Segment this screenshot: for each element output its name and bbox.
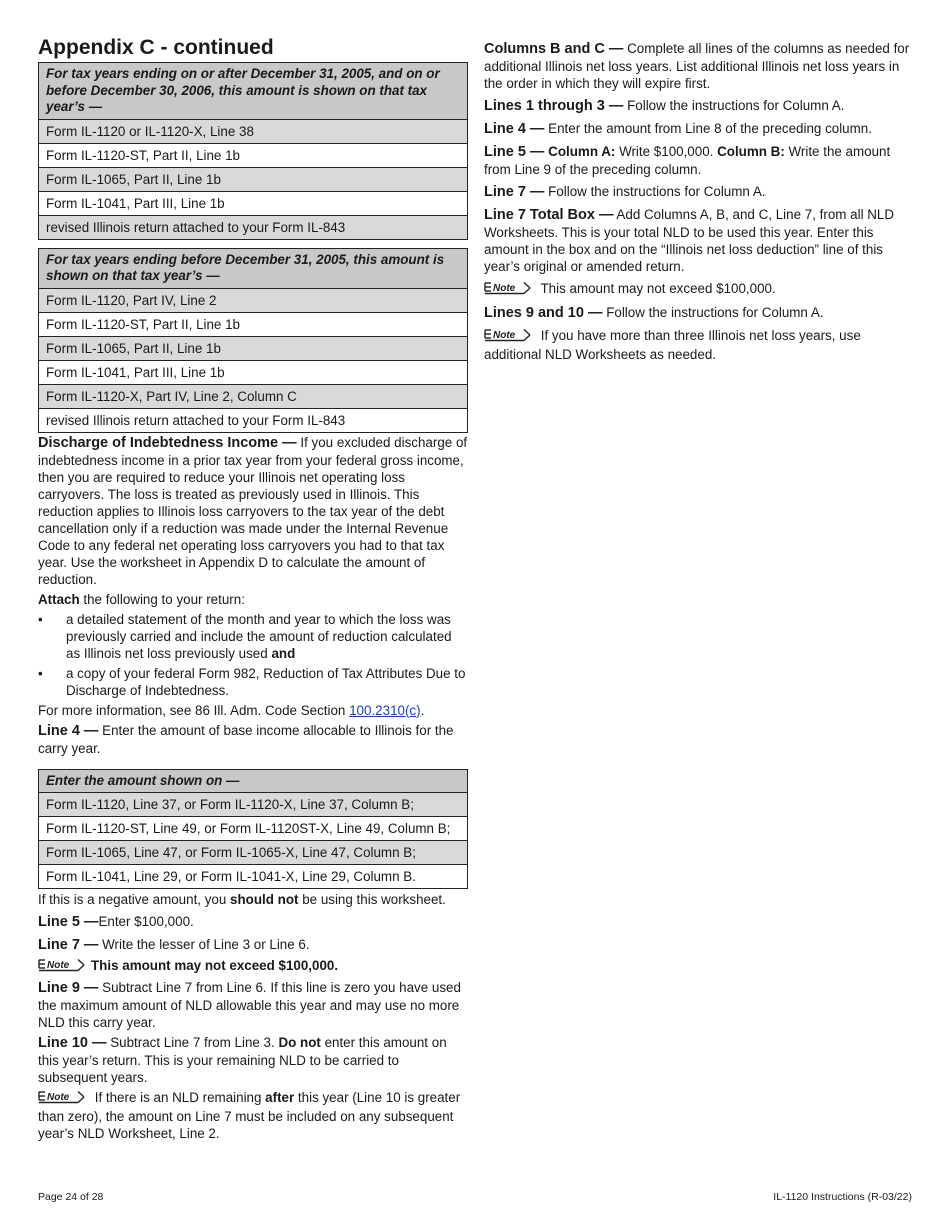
note-icon xyxy=(484,281,534,299)
line10-paragraph: Line 10 — Subtract Line 7 from Line 3. Do not enter this amount on this year’s return. This is your remaining NLD to be carried to subsequent years. xyxy=(38,1035,447,1085)
note-icon xyxy=(38,958,88,976)
svg-text:Note: Note xyxy=(493,330,516,341)
page-number: Page 24 of 28 xyxy=(38,1191,104,1203)
page-title: Appendix C - continued xyxy=(38,36,274,59)
bullet: • xyxy=(38,611,43,627)
lines1-3-paragraph: Lines 1 through 3 — Follow the instructions for Column A. xyxy=(484,98,845,114)
table-row: Form IL-1065, Part II, Line 1b xyxy=(39,167,467,191)
right-column xyxy=(484,40,914,366)
svg-text:Note: Note xyxy=(493,283,516,294)
right-note-max-paragraph: Note This amount may not exceed $100,000. xyxy=(484,280,914,299)
table-enter-amount xyxy=(38,769,468,890)
table-header: For tax years ending on or after December 31, 2005, and on or before December 30, 2006, this amount is shown on that tax year’s — xyxy=(39,63,467,119)
more-info-paragraph: For more information, see 86 Ill. Adm. Code Section 100.2310(c). xyxy=(38,702,425,718)
list-item: • a detailed statement of the month and year to which the loss was previously carried and include the amount of reduction calculated as Illinois net loss previously used and xyxy=(38,611,452,661)
note-icon xyxy=(38,1090,88,1108)
svg-text:Note: Note xyxy=(47,960,70,971)
bullet: • xyxy=(38,665,43,681)
table-row: Form IL-1120-ST, Part II, Line 1b xyxy=(39,143,467,167)
right-line4-paragraph: Line 4 — Enter the amount from Line 8 of the preceding column. xyxy=(484,121,872,137)
right-line7-paragraph: Line 7 — Follow the instructions for Column A. xyxy=(484,184,766,200)
right-line5-paragraph: Line 5 — Column A: Write $100,000. Column B: Write the amount from Line 9 of the preceding column. xyxy=(484,144,891,177)
table-tax-years-2005-2006 xyxy=(38,62,468,240)
line7-total-paragraph: Line 7 Total Box — Add Columns A, B, and C, Line 7, from all NLD Worksheets. This is your total NLD to be used this year. Enter this amount in the box and on the “Illinois net loss deduction” line of this year’s original or amended return. xyxy=(484,207,895,274)
table-row: Form IL-1120-ST, Part II, Line 1b xyxy=(39,312,467,336)
table-row: revised Illinois return attached to your Form IL-843 xyxy=(39,215,467,239)
table-row: revised Illinois return attached to your Form IL-843 xyxy=(39,408,467,432)
table-row: Form IL-1041, Part III, Line 1b xyxy=(39,360,467,384)
attach-list xyxy=(38,611,468,699)
right-note-more-years-paragraph: Note If you have more than three Illinois net loss years, use additional NLD Worksheets as needed. xyxy=(484,328,861,362)
list-item: • a copy of your federal Form 982, Reduction of Tax Attributes Due to Discharge of Indebtedness. xyxy=(38,665,466,698)
form-revision: IL-1120 Instructions (R-03/22) xyxy=(773,1191,912,1203)
left-column xyxy=(38,36,468,1145)
line9-paragraph: Line 9 — Subtract Line 7 from Line 6. If this line is zero you have used the maximum amount of NLD allowable this year and may use no more NLD this carry year. xyxy=(38,980,461,1030)
lines9-10-paragraph: Lines 9 and 10 — Follow the instructions for Column A. xyxy=(484,305,824,321)
negative-amount-paragraph: If this is a negative amount, you should not be using this worksheet. xyxy=(38,892,446,907)
note-remaining-paragraph: Note If there is an NLD remaining after this year (Line 10 is greater than zero), the amount on Line 7 must be included on any subsequent year’s NLD Worksheet, Line 2. xyxy=(38,1090,461,1141)
table-row: Form IL-1120-ST, Line 49, or Form IL-1120ST-X, Line 49, Column B; xyxy=(39,816,467,840)
table-row: Form IL-1065, Line 47, or Form IL-1065-X, Line 47, Column B; xyxy=(39,840,467,864)
table-tax-years-before-2005 xyxy=(38,248,468,433)
discharge-heading: Discharge of Indebtedness Income — xyxy=(38,434,297,451)
note-max-paragraph: Note This amount may not exceed $100,000. xyxy=(38,957,468,976)
table-row: Form IL-1120, Line 37, or Form IL-1120-X, Line 37, Column B; xyxy=(39,792,467,816)
table-row: Form IL-1120 or IL-1120-X, Line 38 xyxy=(39,119,467,143)
table-header: Enter the amount shown on — xyxy=(39,770,467,793)
table-row: Form IL-1120-X, Part IV, Line 2, Column C xyxy=(39,384,467,408)
table-row: Form IL-1041, Part III, Line 1b xyxy=(39,191,467,215)
table-row: Form IL-1120, Part IV, Line 2 xyxy=(39,288,467,312)
discharge-paragraph: Discharge of Indebtedness Income — If you excluded discharge of indebtedness income in a prior tax year from your federal gross income, then you are required to reduce your Illinois net operating loss carryovers. The loss is treated as previously used in Illinois. This reduction applies to Illinois loss carryovers to the tax year of the debt cancellation only if a reduction was made under the Internal Revenue Code to any federal net operating loss carryovers you had to that tax year. Use the worksheet in Appendix D to calculate the amount of reduction. xyxy=(38,434,468,587)
attach-paragraph: Attach the following to your return: xyxy=(38,591,245,607)
line5-paragraph: Line 5 —Enter $100,000. xyxy=(38,914,194,930)
table-header: For tax years ending before December 31, 2005, this amount is shown on that tax year’s — xyxy=(39,249,467,288)
table-row: Form IL-1041, Line 29, or Form IL-1041-X, Line 29, Column B. xyxy=(39,864,467,888)
svg-text:Note: Note xyxy=(47,1092,70,1103)
code-section-link[interactable]: 100.2310(c) xyxy=(349,702,421,718)
line4-paragraph: Line 4 — Enter the amount of base income allocable to Illinois for the carry year. xyxy=(38,722,454,756)
table-row: Form IL-1065, Part II, Line 1b xyxy=(39,336,467,360)
columns-b-c-paragraph: Columns B and C — Complete all lines of the columns as needed for additional Illinois net loss years. List additional Illinois net loss years in the order in which they will expire first. xyxy=(484,41,910,91)
note-icon xyxy=(484,328,534,346)
line7-paragraph: Line 7 — Write the lesser of Line 3 or Line 6. xyxy=(38,937,310,953)
